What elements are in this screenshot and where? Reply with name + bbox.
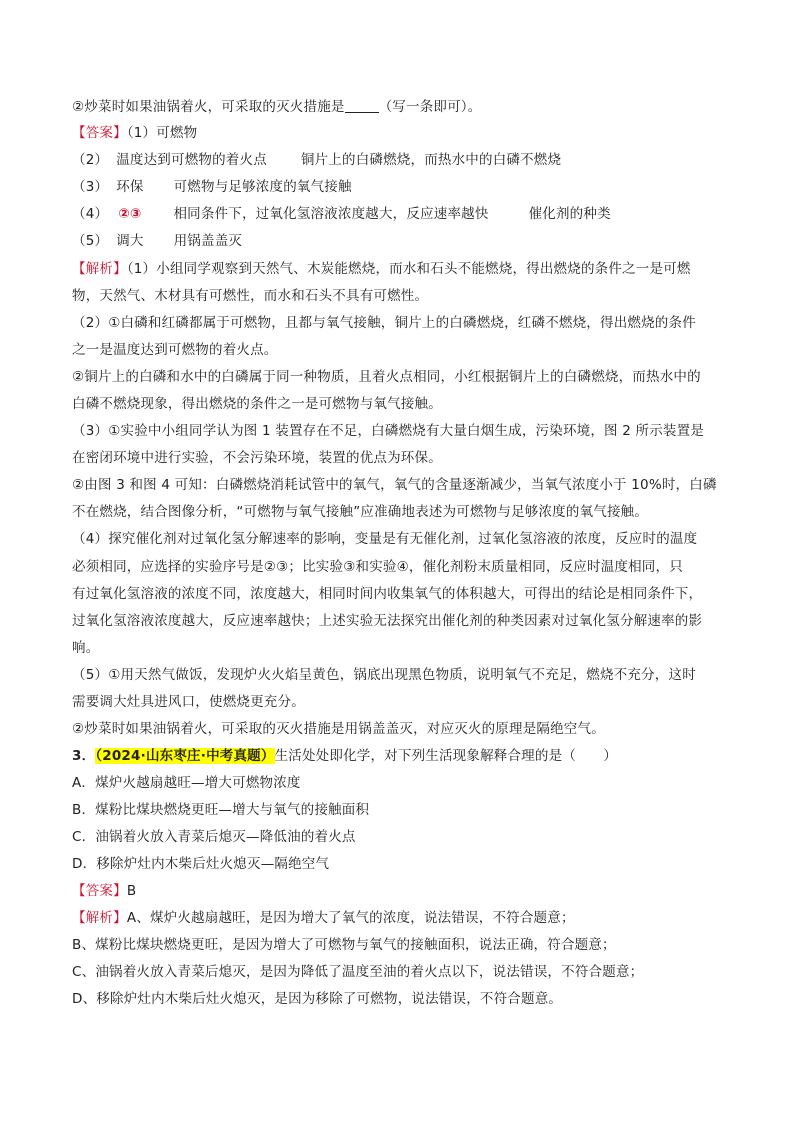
analysis-p4-line2: 在密闭环境中进行实验，不会污染环境，装置的优点为环保。 (72, 450, 442, 466)
analysis-p6-line5: 响。 (72, 640, 100, 656)
analysis-p6-line2: 必须相同，应选择的实验序号是②③；比实验③和实验④，催化剂粉末质量相同，反应时温度相同，只 (72, 559, 683, 575)
analysis-p2-line1: （2）①白磷和红磷都属于可燃物，且都与氧气接触，铜片上的白磷燃烧，红磷不燃烧，得出燃烧的条件 (72, 315, 696, 331)
analysis-p6-line3: 有过氧化氢溶液的浓度不同，浓度越大，相同时间内收集氧气的体积越大，可得出的结论是相同条件下， (72, 586, 703, 602)
analysis-p6-line4: 过氧化氢溶液浓度越大，反应速率越快；上述实验无法探究出催化剂的种类因素对过氧化氢分解速率的影 (72, 613, 703, 629)
question-3-analysis-c: C、油锅着火放入青菜后熄灭，是因为降低了温度至油的着火点以下，说法错误，不符合题意； (72, 964, 644, 980)
answer-label: 【答案】 (72, 883, 127, 899)
answer-line-3: （3） 环保 可燃物与足够浓度的氧气接触 (72, 179, 352, 195)
answer-label: 【答案】 (72, 125, 127, 141)
analysis-label: 【解析】 (72, 261, 127, 277)
question-3-analysis-d: D、移除炉灶内木柴后灶火熄灭，是因为移除了可燃物，说法错误，不符合题意。 (72, 991, 563, 1007)
question-3-analysis-b: B、煤粉比煤块燃烧更旺，是因为增大了可燃物与氧气的接触面积，说法正确，符合题意； (72, 937, 616, 953)
analysis-p8-line1: ②炒菜时如果油锅着火，可采取的灭火措施是用锅盖盖灭，对应灭火的原理是隔绝空气。 (72, 721, 605, 737)
analysis-p1-line2: 物，天然气、木材具有可燃性，而水和石头不具有可燃性。 (72, 288, 429, 304)
analysis-p3-line1: ②铜片上的白磷和水中的白磷属于同一种物质，且着火点相同，小红根据铜片上的白磷燃烧，而热水中的 (72, 369, 701, 385)
option-a: A．煤炉火越扇越旺—增大可燃物浓度 (72, 775, 301, 791)
answer-blank (345, 99, 379, 113)
analysis-p5-line1: ②由图 3 和图 4 可知：白磷燃烧消耗试管中的氧气，氧气的含量逐渐减少，当氧气浓度小于 10%时，白磷 (72, 477, 717, 493)
analysis-p2-line2: 之一是温度达到可燃物的着火点。 (72, 342, 278, 358)
analysis-p6-line1: （4）探究催化剂对过氧化氢分解速率的影响，变量是有无催化剂，过氧化氢溶液的浓度，反应时的温度 (72, 531, 698, 547)
analysis-label: 【解析】 (72, 910, 127, 926)
answer-line-2: （2） 温度达到可燃物的着火点 铜片上的白磷燃烧，而热水中的白磷不燃烧 (72, 152, 562, 168)
analysis-p7-line1: （5）①用天然气做饭，发现炉火火焰呈黄色，锅底出现黑色物质，说明氧气不充足，燃烧不充分，这时 (72, 667, 696, 683)
analysis-p4-line1: （3）①实验中小组同学认为图 1 装置存在不足，白磷燃烧有大量白烟生成，污染环境，图 2 所示装置是 (72, 423, 705, 439)
option-d: D．移除炉灶内木柴后灶火熄灭—隔绝空气 (72, 856, 330, 872)
question-fire-pan: ②炒菜时如果油锅着火，可采取的灭火措施是 （写一条即可）。 (72, 99, 482, 115)
option-b: B．煤粉比煤块燃烧更旺—增大与氧气的接触面积 (72, 802, 370, 818)
analysis-p3-line2: 白磷不燃烧现象，得出燃烧的条件之一是可燃物与氧气接触。 (72, 396, 442, 412)
answer-line-4: （4） ②③ 相同条件下，过氧化氢溶液浓度越大，反应速率越快 催化剂的种类 (72, 206, 611, 222)
question-3-answer: 【答案】B (72, 883, 137, 899)
answer-line-1: 【答案】（1）可燃物 (72, 125, 198, 141)
question-3-analysis-a: 【解析】A、煤炉火越扇越旺，是因为增大了氧气的浓度，说法错误，不符合题意； (72, 910, 575, 926)
question-source-highlight: （2024·山东枣庄·中考真题） (95, 748, 275, 764)
question-number: 3． (72, 748, 96, 764)
analysis-p1-line1: 【解析】（1）小组同学观察到天然气、木炭能燃烧，而水和石头不能燃烧，得出燃烧的条件之一是可燃 (72, 261, 691, 277)
analysis-p5-line2: 不在燃烧，结合图像分析，“可燃物与氧气接触”应准确地表述为可燃物与足够浓度的氧气接触。 (72, 504, 649, 520)
option-c: C．油锅着火放入青菜后熄灭—降低油的着火点 (72, 829, 356, 845)
analysis-p7-line2: 需要调大灶具进风口，使燃烧更充分。 (72, 694, 305, 710)
answer-line-5: （5） 调大 用锅盖盖灭 (72, 233, 243, 249)
question-3-stem: 3．（2024·山东枣庄·中考真题）生活处处即化学，对下列生活现象解释合理的是（ ） (72, 748, 618, 764)
